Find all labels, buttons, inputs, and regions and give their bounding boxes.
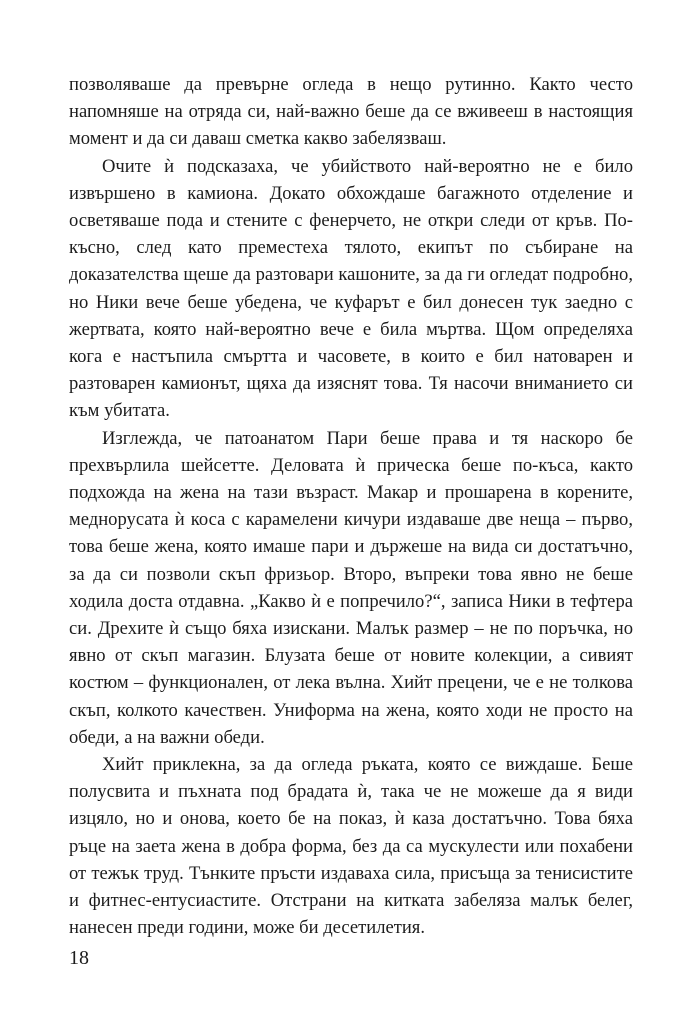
paragraph-1: позволяваше да превърне огледа в нещо рутинно. Както често напомняше на отряда си, най-важно беше да се вживееш в настоящия момент и да си даваш сметка какво забелязваш. [69, 74, 633, 150]
paragraph-4: Хийт приклекна, за да огледа ръката, която се виждаше. Беше полусвита и пъхната под брадата ѝ, така че не можеше да я види изцяло, но и онова, което бе на показ, ѝ каза достатъчно. Това бяха ръце на заета жена в добра форма, без да са мускулести или похабени от тежък труд. Тънките пръсти издаваха сила, присъща за тенисистите и фитнес-ентусиастите. Отстрани на китката забеляза малък белег, нанесен преди години, може би десетилетия. [69, 754, 633, 939]
paragraph-3: Изглежда, че патоанатом Пари беше права и тя наскоро бе прехвърлила шейсетте. Деловата ѝ прическа беше по-къса, както подхожда на жена на тази възраст. Макар и прошарена в корените, меднорусата ѝ коса с карамелени кичури издаваше две неща – първо, това беше жена, която имаше пари и държеше на вида си достатъчно, за да си позволи скъп фризьор. Второ, въпреки това явно не беше ходила доста отдавна. „Какво ѝ е попречило?“, записа Ники в тефтера си. Дрехите ѝ също бяха изискани. Малък размер – не по поръчка, но явно от скъп магазин. Блузата беше от новите колекции, а сивият костюм – функционален, от лека вълна. Хийт прецени, че е не толкова скъп, колкото качествен. Униформа на жена, която ходи не просто на обеди, а на важни обеди. [69, 427, 633, 748]
paragraph-2: Очите ѝ подсказаха, че убийството най-вероятно не е било извършено в камиона. Докато обхождаше багажното отделение и осветяваше пода и стените с фенерчето, не откри следи от кръв. По-късно, след като преместеха тялото, екипът по събиране на доказателства щеше да разтовари кашоните, за да ги огледат подробно, но Ники вече беше убедена, че куфарът е бил донесен тук заедно с жертвата, която най-вероятно вече е била мъртва. Щом определяха кога е настъпила смъртта и часовете, в които е бил натоварен и разтоварен камионът, щяха да изяснят това. Тя насочи вниманието си към убитата. [69, 155, 633, 422]
page-number: 18 [69, 947, 89, 969]
body-text [69, 71, 633, 942]
